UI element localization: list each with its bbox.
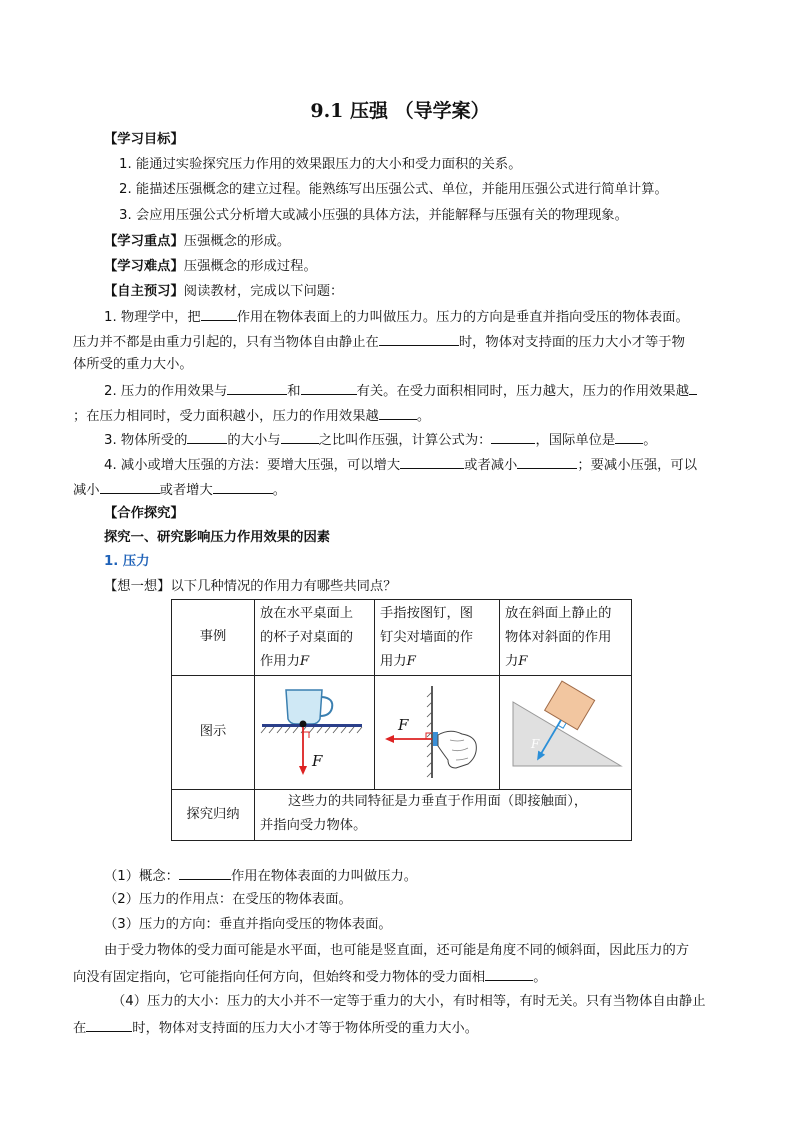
q2-text-a: 2. 压力的作用效果与 <box>104 384 228 399</box>
concept-para-end: 。 <box>533 970 547 985</box>
q1-text-d: 时，物体对支持面的压力大小才等于物 <box>458 335 685 350</box>
table-vline-1 <box>254 600 255 789</box>
concept-1-b: 作用在物体表面的力叫做压力。 <box>230 869 418 884</box>
goals-label: 【学习目标】 <box>104 132 184 147</box>
q4-blank-1[interactable] <box>400 455 464 469</box>
block-on-incline-diagram <box>503 680 629 785</box>
q2-text-c: 有关。在受力面积相同时，压力越大，压力的作用效果越 <box>356 384 690 399</box>
page-title: 9.1 压强 （导学案） <box>310 100 490 122</box>
key-point-line <box>104 233 290 251</box>
cup-on-table-diagram <box>258 680 370 785</box>
force-application-point <box>300 721 307 728</box>
table-vline-3 <box>499 600 500 789</box>
think-line <box>104 578 397 596</box>
q2-text-b: 和 <box>287 384 301 399</box>
example-incline-line-3 <box>505 650 611 674</box>
preview-text: 阅读教材，完成以下问题： <box>183 284 344 299</box>
difficulty-text: 压强概念的形成过程。 <box>183 259 317 274</box>
table-hatching <box>261 727 362 733</box>
row-header-summary: 探究归纳 <box>186 807 240 822</box>
key-point-label: 【学习重点】 <box>104 234 184 249</box>
concept-3: （3）压力的方向：垂直并指向受压的物体表面。 <box>104 917 392 932</box>
example-cup <box>260 602 353 674</box>
concept-4-blank[interactable] <box>86 1018 132 1032</box>
concept-1-blank[interactable] <box>179 866 231 880</box>
example-cup-line-3 <box>260 650 353 674</box>
q3-blank-3[interactable] <box>491 430 535 444</box>
table-vline-summary <box>254 789 255 841</box>
q4-text-b: 或者减小 <box>464 458 518 473</box>
q3-blank-2[interactable] <box>281 430 319 444</box>
cup-body <box>286 690 322 724</box>
force-label-f: F <box>312 752 323 770</box>
coop-label: 【合作探究】 <box>104 506 184 521</box>
q3-text-a: 3. 物体所受的 <box>104 433 188 448</box>
table-surface <box>262 724 362 727</box>
force-arrow-head <box>385 735 394 743</box>
goal-item-1: 1. 能通过实验探究压力作用的效果跟压力的大小和受力面积的关系。 <box>119 157 522 172</box>
q3-text-c: 之比叫作压强，计算公式为： <box>318 433 492 448</box>
concept-4-line-1: （4）压力的大小：压力的大小并不一定等于重力的大小，有时相等，有时无关。只有当物体自由静止 <box>112 994 706 1009</box>
q3-blank-1[interactable] <box>187 430 227 444</box>
q1-blank-1[interactable] <box>201 307 237 321</box>
difficulty-label: 【学习难点】 <box>104 259 184 274</box>
q1-text-c: 压力并不都是由重力引起的，只有当物体自由静止在 <box>73 335 379 350</box>
example-thumbtack-line-1: 手指按图钉，图 <box>380 606 474 621</box>
preview-q1-line3: 体所受的重力大小。 <box>73 357 193 372</box>
think-label: 【想一想】 <box>104 579 171 594</box>
q4-text-a: 4. 减小或增大压强的方法：要增大压强，可以增大 <box>104 458 401 473</box>
q2-blank-3[interactable] <box>689 381 697 395</box>
q2-text-e: 。 <box>416 409 431 424</box>
preview-q1-line1 <box>104 307 689 327</box>
force-symbol: F <box>406 654 416 669</box>
row-header-examples: 事例 <box>199 629 227 644</box>
right-angle-mark <box>426 733 432 739</box>
preview-q3-line <box>104 430 657 450</box>
table-vline-2 <box>374 600 375 789</box>
block <box>545 681 595 730</box>
thumbtack-wall-diagram <box>378 680 496 785</box>
section-pressure-heading: 1. 压力 <box>104 554 150 569</box>
concept-para-line-1: 由于受力物体的受力面可能是水平面，也可能是竖直面，还可能是角度不同的倾斜面，因此压力的方 <box>104 943 690 958</box>
concept-1-a: （1）概念： <box>104 869 179 884</box>
q3-blank-4[interactable] <box>615 430 643 444</box>
example-thumbtack-line-3-text: 用力 <box>380 654 407 669</box>
q3-text-b: 的大小与 <box>227 433 281 448</box>
finger-hand <box>438 731 476 768</box>
concept-4-b: 时，物体对支持面的压力大小才等于物体所受的重力大小。 <box>132 1021 479 1036</box>
q3-text-d: ，国际单位是 <box>535 433 616 448</box>
force-label-f: F <box>531 737 540 751</box>
concept-para-line-2 <box>73 967 547 987</box>
row-header-diagram: 图示 <box>199 724 227 739</box>
table-hline-1 <box>172 675 631 676</box>
preview-q1-line2 <box>73 332 685 352</box>
q2-text-d: ；在压力相同时，受力面积越小，压力的作用效果越 <box>73 409 379 424</box>
think-text: 以下几种情况的作用力有哪些共同点？ <box>170 579 397 594</box>
concept-para-text: 向没有固定指向，它可能指向任何方向，但始终和受力物体的受力面相 <box>73 970 486 985</box>
q4-text-c: ；要减小压强，可以 <box>577 458 698 473</box>
concept-2: （2）压力的作用点：在受压的物体表面。 <box>104 892 352 907</box>
force-label-f: F <box>398 716 409 734</box>
thumbtack-head <box>433 732 438 746</box>
example-cup-line-3-text: 作用力 <box>260 654 300 669</box>
inquiry-1-heading: 探究一、研究影响压力作用效果的因素 <box>104 530 331 545</box>
summary-line-1: 这些力的共同特征是力垂直于作用面（即接触面）， <box>288 794 588 809</box>
q3-text-e: 。 <box>643 433 657 448</box>
q1-text-a: 1. 物理学中，把 <box>104 310 201 325</box>
key-point-text: 压强概念的形成。 <box>183 234 291 249</box>
preview-q4-line2 <box>73 480 286 500</box>
concept-1 <box>104 866 417 886</box>
preview-q4-line1 <box>104 455 697 475</box>
q2-blank-1[interactable] <box>227 381 287 395</box>
concept-4-line-2 <box>73 1018 478 1038</box>
q2-blank-2[interactable] <box>301 381 357 395</box>
q4-blank-4[interactable] <box>213 480 273 494</box>
example-incline-line-1: 放在斜面上静止的 <box>505 606 612 621</box>
preview-label: 【自主预习】 <box>104 284 184 299</box>
q1-text-b: 作用在物体表面上的力叫做压力。压力的方向是垂直并指向受压的物体表面。 <box>236 310 689 325</box>
concept-4-a: 在 <box>73 1021 87 1036</box>
goal-item-3: 3. 会应用压强公式分析增大或减小压强的具体方法，并能解释与压强有关的物理现象。 <box>119 208 628 223</box>
examples-table <box>171 599 632 841</box>
example-thumbtack-line-3 <box>380 650 473 674</box>
concept-para-blank[interactable] <box>485 967 533 981</box>
q2-blank-4[interactable] <box>379 406 417 420</box>
example-incline-line-3-text: 力 <box>505 654 519 669</box>
force-arrow-head <box>299 766 307 775</box>
example-thumbtack <box>380 602 473 674</box>
example-incline-line-2: 物体对斜面的作用 <box>505 630 612 645</box>
example-cup-line-1: 放在水平桌面上 <box>260 606 354 621</box>
goal-item-2: 2. 能描述压强概念的建立过程。能熟练写出压强公式、单位，并能用压强公式进行简单计算。 <box>119 182 668 197</box>
example-thumbtack-line-2: 钉尖对墙面的作 <box>380 630 474 645</box>
difficulty-line <box>104 258 317 276</box>
force-symbol: F <box>518 654 528 669</box>
example-incline <box>505 602 611 674</box>
q4-text-e: 或者增大 <box>159 483 213 498</box>
preview-line <box>104 283 343 301</box>
q4-text-d: 减小 <box>73 483 100 498</box>
q4-blank-2[interactable] <box>517 455 577 469</box>
example-cup-line-2: 的杯子对桌面的 <box>260 630 354 645</box>
force-symbol: F <box>299 654 310 669</box>
q4-blank-3[interactable] <box>100 480 160 494</box>
q4-text-f: 。 <box>272 483 287 498</box>
preview-q2-line2 <box>73 406 430 426</box>
summary-line-2: 并指向受力物体。 <box>260 818 367 833</box>
q1-blank-2[interactable] <box>379 332 459 346</box>
preview-q2-line1 <box>104 381 697 401</box>
